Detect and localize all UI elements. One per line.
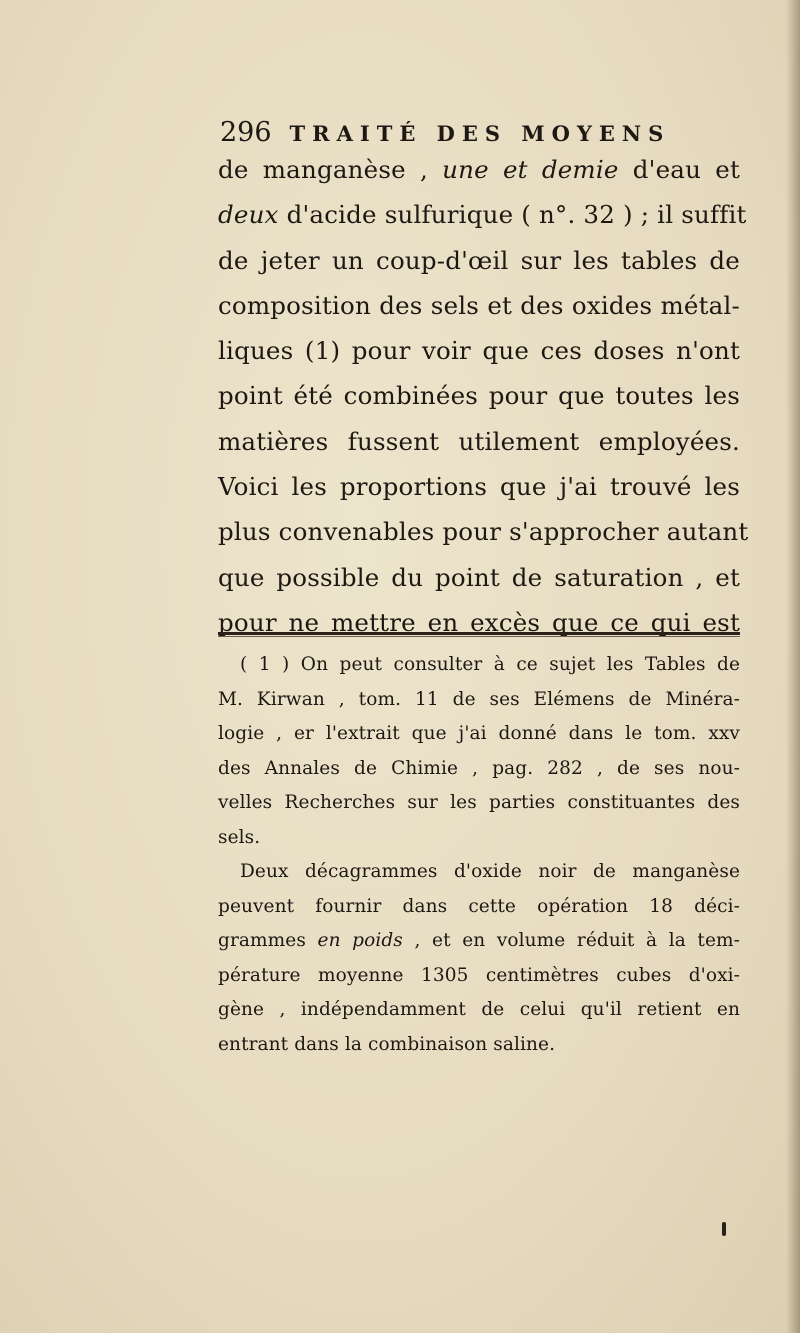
emphasis-text: en poids: [317, 930, 403, 951]
footnote-line: gène , indépendamment de celui qu'il retient en: [218, 999, 740, 1020]
footnote: [218, 648, 740, 1062]
footnote-line: sels.: [218, 826, 261, 848]
text-line: matières fussent utilement employées.: [218, 426, 740, 456]
page-number: 296: [220, 117, 272, 148]
footnote-line: Deux décagrammes d'oxide noir de manganèse: [240, 861, 740, 882]
footnote-line: grammes en poids , et en volume réduit à la tem-: [218, 930, 740, 951]
text-line: plus convenables pour s'approcher autant: [218, 517, 749, 547]
footnote-line: des Annales de Chimie , pag. 282 , de ses nou-: [218, 757, 740, 779]
page-edge-shadow: [786, 0, 800, 1333]
text-line: point été combinées pour que toutes les: [218, 381, 740, 411]
footnote-line: pérature moyenne 1305 centimètres cubes d'oxi-: [218, 964, 740, 986]
footnote-line: entrant dans la combinaison saline.: [218, 1033, 556, 1055]
printer-mark: [722, 1222, 726, 1236]
footnote-line: velles Recherches sur les parties constituantes des: [218, 792, 740, 813]
text-line: deux d'acide sulfurique ( n°. 32 ) ; il suffit: [218, 200, 747, 230]
text-line: liques (1) pour voir que ces doses n'ont: [218, 336, 740, 366]
footnote-line: M. Kirwan , tom. 11 de ses Elémens de Minéra-: [218, 688, 740, 710]
text-line: Voici les proportions que j'ai trouvé les: [218, 472, 740, 502]
footnote-line: ( 1 ) On peut consulter à ce sujet les Tables de: [240, 654, 740, 675]
footnote-rule-thin: [218, 636, 740, 637]
footnote-line: logie , er l'extrait que j'ai donné dans le tom. xxv: [218, 723, 740, 744]
text-line: que possible du point de saturation , et: [218, 562, 740, 592]
emphasis-text: une et demie: [442, 155, 619, 184]
emphasis-text: deux: [218, 200, 279, 230]
text-line: pour ne mettre en excès que ce qui est: [218, 607, 740, 637]
text-line: de manganèse , une et demie d'eau et: [218, 155, 740, 184]
main-text: [218, 147, 749, 645]
text-line: de jeter un coup-d'œil sur les tables de: [218, 245, 740, 275]
footnote-rule: [218, 632, 740, 635]
text-line: composition des sels et des oxides métal-: [218, 290, 740, 320]
running-title: TRAITÉ DES MOYENS: [289, 121, 671, 146]
footnote-line: peuvent fournir dans cette opération 18 déci-: [218, 895, 740, 917]
